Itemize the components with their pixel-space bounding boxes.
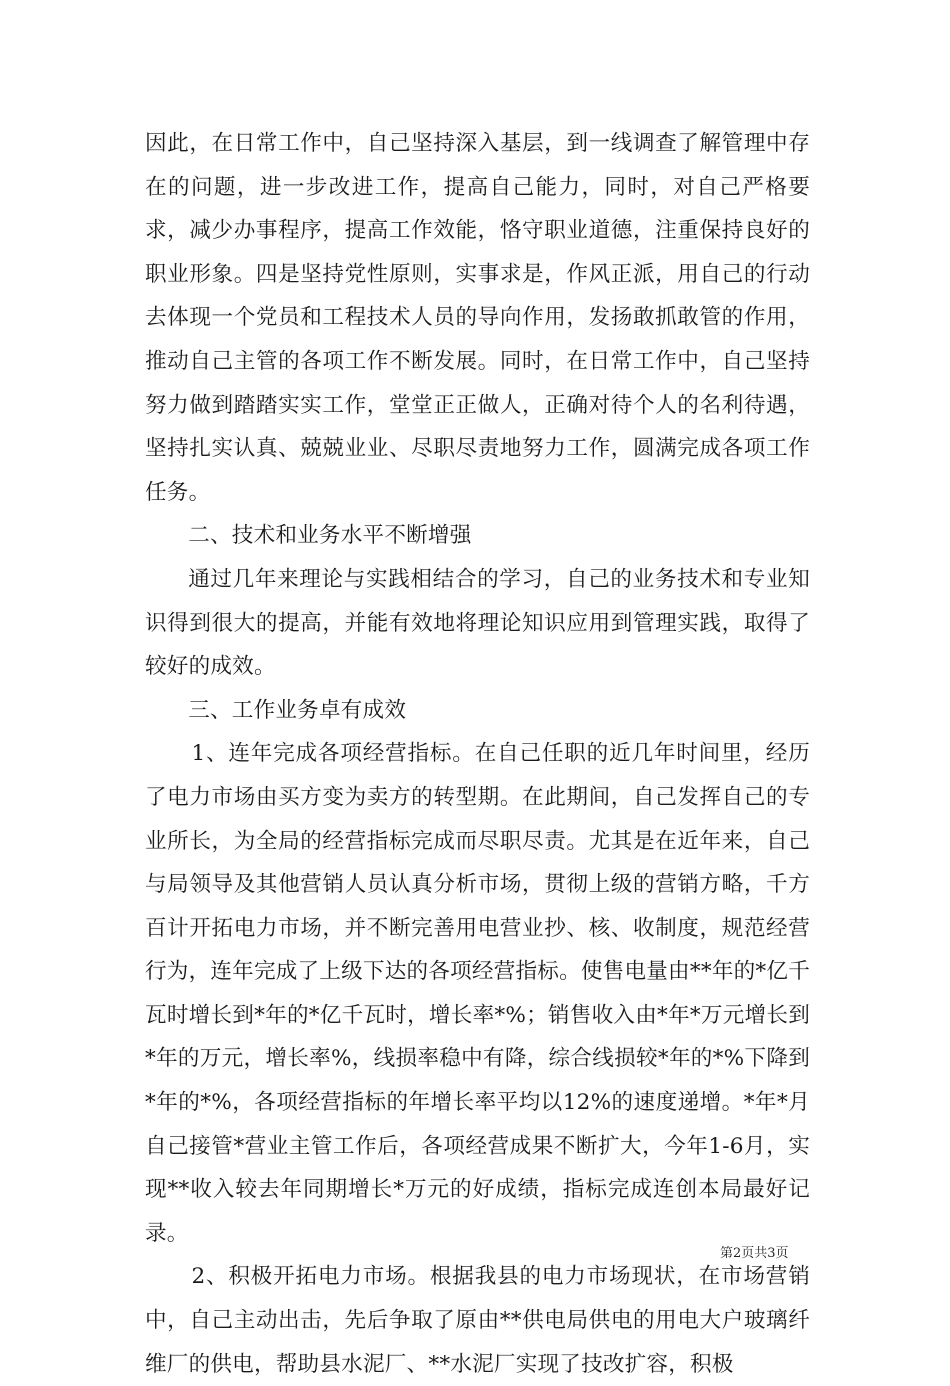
- section-heading-2: 二、技术和业务水平不断增强: [188, 523, 472, 549]
- section-heading-3: 三、工作业务卓有成效: [188, 697, 407, 723]
- paragraph-continuation: 因此，在日常工作中，自己坚持深入基层，到一线调查了解管理中存在的问题，进一步改进工作，提高自己能力，同时，对自己严格要求，减少办事程序，提高工作效能，恪守职业道德，注重保持良好的职业形象。四是坚持党性原则，实事求是，作风正派，用自己的行动去体现一个党员和工程技术人员的导向作用，发扬敢抓敢管的作用，推动自己主管的各项工作不断发展。同时，在日常工作中，自己坚持努力做到踏踏实实工作，堂堂正正做人，正确对待个人的名利待遇，坚持扎实认真、兢兢业业、尽职尽责地努力工作，圆满完成各项工作任务。: [145, 131, 810, 505]
- paragraph-item-1: 1、连年完成各项经营指标。在自己任职的近几年时间里，经历了电力市场由买方变为卖方的转型期。在此期间，自己发挥自己的专业所长，为全局的经营指标完成而尽职尽责。尤其是在近年来，自己与局领导及其他营销人员认真分析市场，贯彻上级的营销方略，千方百计开拓电力市场，并不断完善用电营业抄、核、收制度，规范经营行为，连年完成了上级下达的各项经营指标。使售电量由**年的*亿千瓦时增长到*年的*亿千瓦时，增长率*%；销售收入由*年*万元增长到*年的万元，增长率%，线损率稳中有降，综合线损较*年的*%下降到*年的*%，各项经营指标的年增长率平均以12%的速度递增。*年*月自己接管*营业主管工作后，各项经营成果不断扩大，今年1-6月，实现**收入较去年同期增长*万元的好成绩，指标完成连创本局最好记录。: [145, 741, 811, 1246]
- paragraph-item-2: 2、积极开拓电力市场。根据我县的电力市场现状，在市场营销中，自己主动出击，先后争取了原由**供电局供电的用电大户玻璃纤维厂的供电，帮助县水泥厂、**水泥厂实现了技改扩容，积极: [145, 1264, 810, 1377]
- paragraph-technical: 通过几年来理论与实践相结合的学习，自己的业务技术和专业知识得到很大的提高，并能有效地将理论知识应用到管理实践，取得了较好的成效。: [145, 566, 810, 680]
- document-body: [145, 122, 810, 1386]
- page-number: 第2页共3页: [720, 1246, 789, 1261]
